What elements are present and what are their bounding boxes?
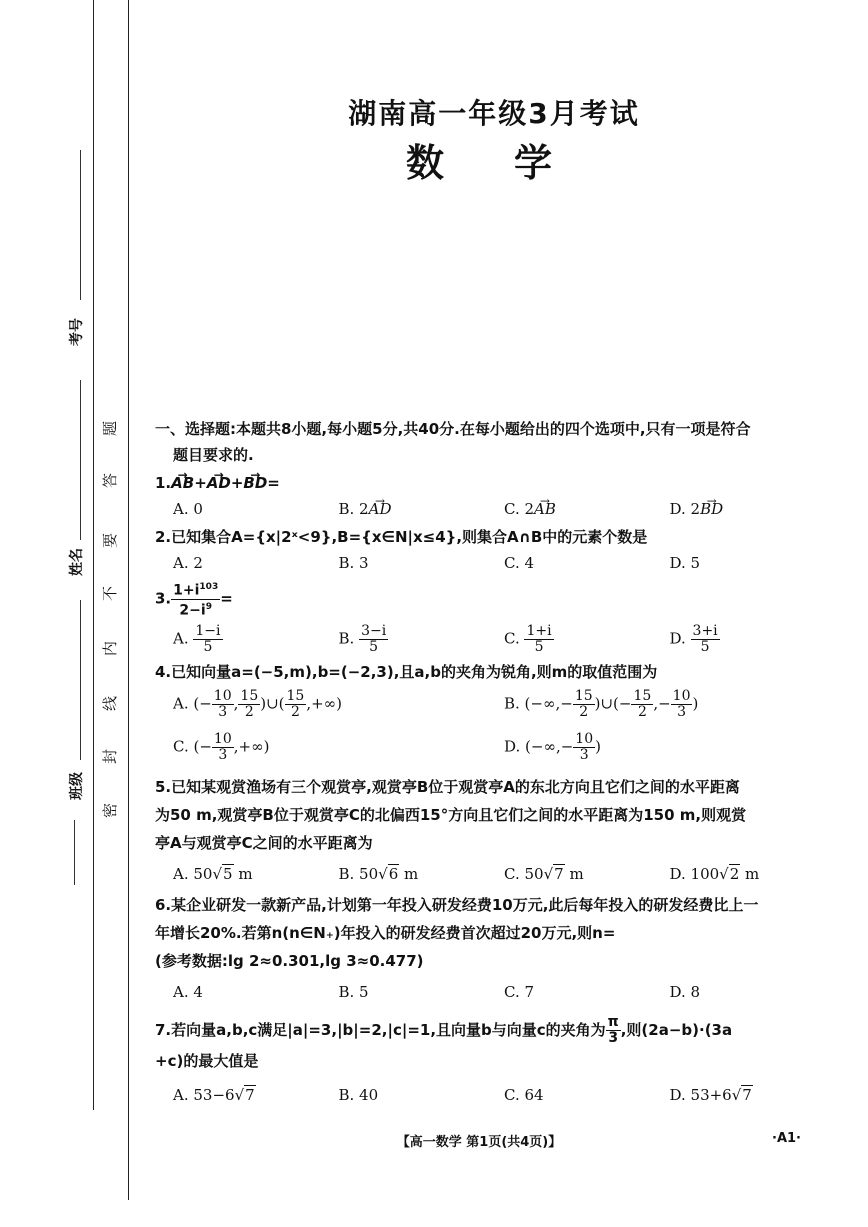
- q6-options: [173, 979, 835, 1005]
- q2-option-d: D. 5: [669, 554, 701, 572]
- q4-options-row2: [173, 732, 835, 763]
- q7-option-d: D. 53+6√7: [669, 1086, 752, 1105]
- q2-option-a: A. 2: [173, 554, 203, 572]
- q1-option-b: B. 2→ AD: [339, 496, 505, 522]
- q4-option-a: A. (− $\frac{10}{3}$ , $\frac{15}{2}$ )∪( $\frac{15}{2}$ ,+∞): [173, 688, 343, 721]
- seal-char: 答: [101, 472, 120, 489]
- q3-option-c: C. $\frac{1+i}{5}$: [504, 623, 552, 656]
- exam-subject: 数学: [405, 141, 622, 185]
- q5-option-d: D. 100√2 m: [669, 865, 760, 884]
- seal-char: 要: [101, 532, 120, 549]
- exam-title: 湖南高一年级3月考试: [348, 97, 640, 130]
- q2-option-c: C. 4: [504, 554, 535, 572]
- seal-char: 线: [101, 695, 120, 712]
- seal-char: 不: [101, 585, 120, 602]
- q1-option-c: C. 2→ AB: [504, 496, 670, 522]
- q5-option-b: B. 50√6 m: [338, 865, 419, 884]
- questions: [155, 416, 835, 1110]
- q1-eq: =: [267, 474, 280, 492]
- q5-option-a: A. 50√5 m: [173, 865, 253, 884]
- xingming-label: 姓名: [69, 548, 85, 576]
- question-1: 1.→ AB+→ AD+→ BD=: [155, 470, 835, 496]
- extra-blank: [74, 820, 75, 885]
- paper-code: ·A1·: [772, 1131, 801, 1146]
- q3-option-a: A. $\frac{1-i}{5}$: [173, 623, 221, 656]
- question-5: 5.已知某观赏渔场有三个观赏亭,观赏亭B位于观赏亭A的东北方向且它们之间的水平距离 为50 m,观赏亭B位于观赏亭C的北偏西15°方向且它们之间的水平距离为150 m,则观赏 亭A与观赏亭C之间的水平距离为: [155, 778, 747, 853]
- seal-char: 内: [101, 640, 120, 657]
- q2-option-b: B. 3: [338, 554, 369, 572]
- q6-option-d: D. 8: [669, 983, 701, 1002]
- seal-char: 题: [101, 420, 120, 437]
- q1-options: [173, 496, 835, 522]
- q7-option-a: A. 53−6√7: [173, 1086, 255, 1105]
- q6-option-c: C. 7: [504, 983, 535, 1002]
- q6-option-a: A. 4: [173, 983, 203, 1002]
- question-2: 2.已知集合A={x|2ˣ<9},B={x∈N|x≤4},则集合A∩B中的元素个数是: [155, 528, 648, 546]
- page-footer: 【高一数学 第1页(共4页)】: [396, 1135, 562, 1150]
- q4-options-row1: [173, 689, 835, 720]
- section-heading: [155, 416, 835, 468]
- q3-options: [173, 624, 835, 655]
- xingming-blank: [80, 380, 81, 540]
- q2-options: [173, 550, 835, 576]
- q4-option-d: D. (−∞,− $\frac{10}{3}$ ): [504, 731, 601, 764]
- q3-option-d: D. $\frac{3+i}{5}$: [669, 623, 718, 656]
- q1-option-a: A. 0: [173, 500, 203, 518]
- section-line2: 题目要求的.: [173, 446, 254, 464]
- q5-option-c: C. 50√7 m: [504, 865, 584, 884]
- banji-blank: [80, 600, 81, 760]
- q7-options: [173, 1082, 835, 1108]
- section-line1: 一、选择题:本题共8小题,每小题5分,共40分.在每小题给出的四个选项中,只有一项是符合: [155, 420, 751, 438]
- q3-option-b: B. $\frac{3-i}{5}$: [338, 623, 387, 656]
- kaohao-label: 考号: [69, 318, 85, 346]
- question-3: 3. $\frac{1+i^{103}}{2-i^9}$ =: [155, 582, 233, 619]
- seal-char: 封: [101, 748, 120, 765]
- question-4: 4.已知向量a=(−5,m),b=(−2,3),且a,b的夹角为锐角,则m的取值范围为: [155, 663, 658, 682]
- seal-char: 密: [101, 802, 120, 819]
- q1-option-d: D. 2→ BD: [670, 496, 836, 522]
- question-7: 7.若向量a,b,c满足|a|=3,|b|=2,|c|=1,且向量b与向量c的夹角为 $\frac{\pi}{3}$ ,则(2a−b)·(3a +c)的最大值是: [155, 1014, 733, 1071]
- q6-option-b: B. 5: [338, 983, 369, 1002]
- q4-option-c: C. (− $\frac{10}{3}$ ,+∞): [173, 731, 270, 764]
- q7-option-b: B. 40: [338, 1086, 379, 1105]
- q7-option-c: C. 64: [504, 1086, 544, 1105]
- q5-options: [173, 861, 835, 887]
- banji-label: 班级: [69, 772, 85, 800]
- q4-option-b: B. (−∞,− $\frac{15}{2}$ )∪(− $\frac{15}{2}$ ,− $\frac{10}{3}$ ): [504, 688, 699, 721]
- question-6: 6.某企业研发一款新产品,计划第一年投入研发经费10万元,此后每年投入的研发经费比上一 年增长20%.若第n(n∈N₊)年投入的研发经费首次超过20万元,则n= (参考数据:lg 2≈0.301,lg 3≈0.477): [155, 896, 759, 971]
